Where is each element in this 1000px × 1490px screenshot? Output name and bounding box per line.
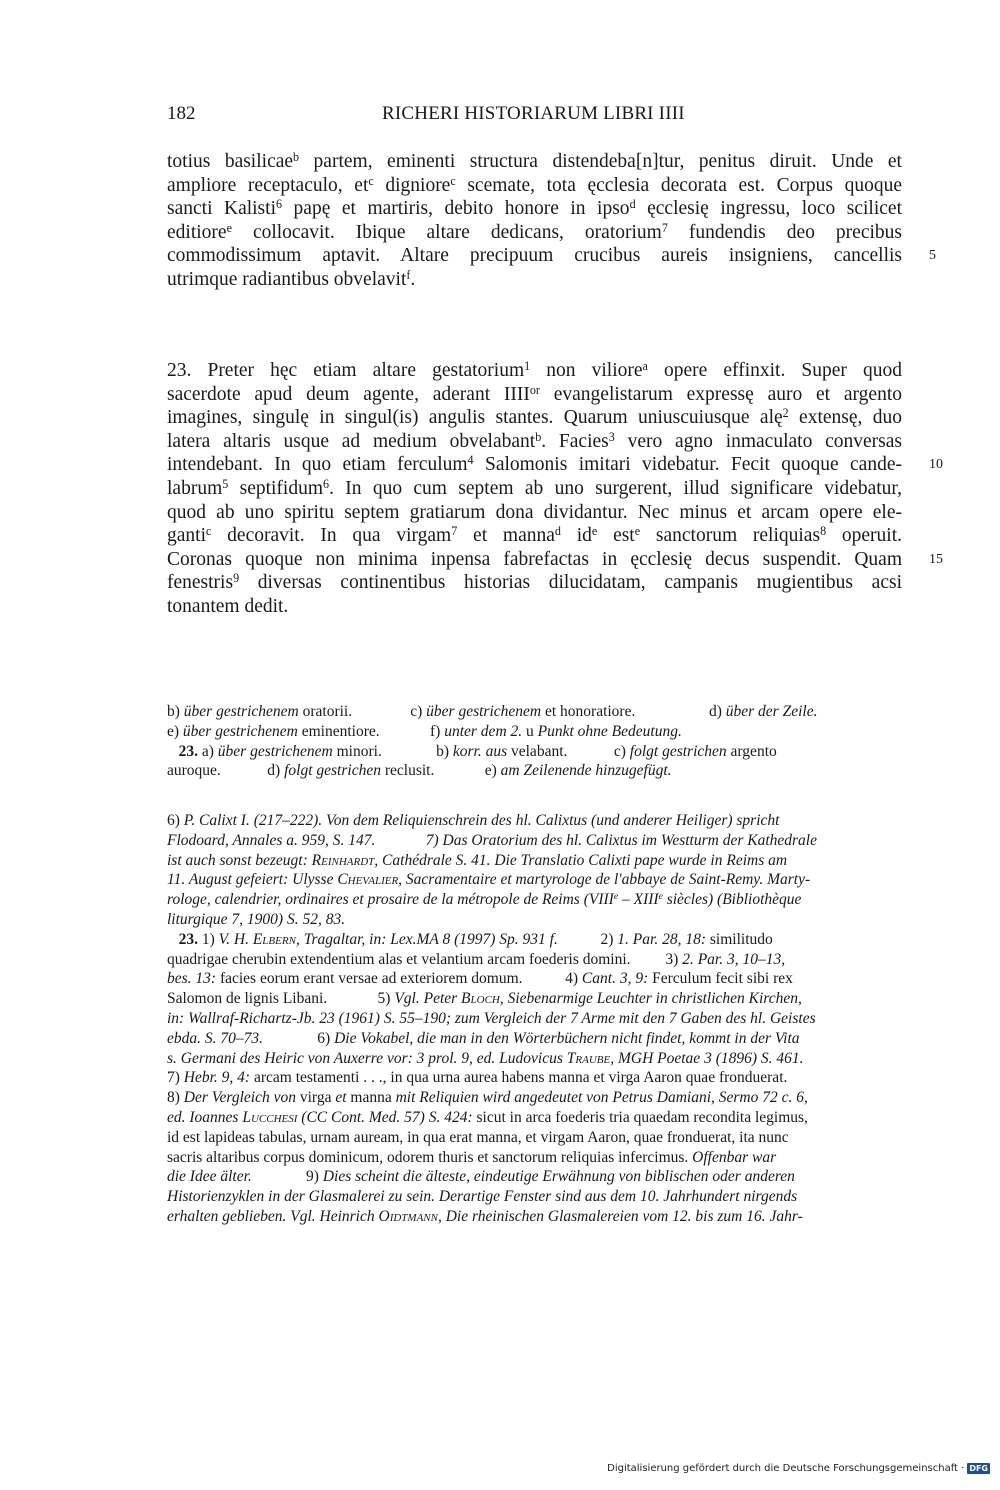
text-line: totius basilicae$^b$ partem, eminenti structura distendeba[n]tur, penitus diruit. Unde et [167, 149, 902, 172]
commentary-note-line: erhalten geblieben. Vgl. Heinrich Oidtmann, Die rheinischen Glasmalereien vom 12. bis zum 16. Jahr- [167, 1207, 803, 1225]
text-line: Coronas quoque non minima inpensa fabrefactas in ęcclesię decus suspendit. Quam 15 [167, 548, 943, 570]
commentary-note-line: ist auch sonst bezeugt: Reinhardt, Cathédrale S. 41. Die Translatio Calixti pape wurde in Reims am [167, 851, 788, 869]
text-line: tonantem dedit. [167, 595, 289, 617]
commentary-note-line: rologe, calendrier, ordinaires et prosaire de la métropole de Reims (VIIIe – XIIIe siècles) (Bibliothèque [167, 891, 802, 909]
page-number: 182 [167, 103, 196, 124]
dfg-footer [607, 1463, 990, 1474]
line-number: 10 [929, 457, 943, 473]
commentary-note-line: 6) P. Calixt I. (217–222). Von dem Reliquienschrein des hl. Calixtus (und anderer Heiliger) spricht [167, 812, 780, 829]
critical-note-line: b) über gestrichenem oratorii. c) über gestrichenem et honoratiore. d) über der Zeile. [167, 703, 818, 720]
commentary-note-line: Flodoard, Annales a. 959, S. 147. 7) Das Oratorium des hl. Calixtus im Westturm der Kathedrale [167, 831, 817, 849]
commentary-note-line: in: Wallraf-Richartz-Jb. 23 (1961) S. 55–190; zum Vergleich der 7 Arme mit den 7 Gaben des hl. Geistes [167, 1009, 816, 1027]
line-number: 15 [929, 551, 943, 567]
commentary-note-line: ebda. S. 70–73. 6) Die Vokabel, die man in den Wörterbüchern nicht findet, kommt in der Vita [167, 1029, 800, 1047]
commentary-note-line: s. Germani des Heiric von Auxerre vor: 3 prol. 9, ed. Ludovicus Traube, MGH Poetae 3 (1896) S. 461. [167, 1049, 804, 1067]
main-text-paragraph-1 [167, 149, 936, 292]
text-line: editiore$^e$ collocavit. Ibique altare dedicans, oratorium$^7$ fundendis deo precibus [167, 220, 902, 243]
running-title: RICHERI HISTORIARUM LIBRI IIII [382, 103, 685, 124]
text-line: labrum$^5$ septifidum$^6$. In quo cum septem ab uno surgerent, illud significare videbatur, [167, 476, 902, 499]
commentary-note-line: die Idee älter. 9) Dies scheint die älteste, eindeutige Erwähnung von biblischen oder anderen [167, 1168, 795, 1186]
text-line: utrimque radiantibus obvelavit$^f$. [167, 267, 416, 290]
text-line: quod ab uno spiritu septem gratiarum dona dividantur. Nec minus et arcam opere ele- [167, 501, 902, 523]
commentary-note-line: liturgique 7, 1900) S. 52, 83. [167, 910, 346, 928]
commentary-note-line: 7) Hebr. 9, 4: arcam testamenti . . ., in qua urna aurea habens manna et virga Aaron quae fronduerat. [167, 1069, 788, 1087]
text-line: ampliore receptaculo, $et^c$ digniore$^c$ scemate, tota ęcclesia decorata est. Corpus quoque [167, 173, 903, 196]
commentary-note-line: Salomon de lignis Libani. 5) Vgl. Peter Bloch, Siebenarmige Leuchter in christlichen Kirchen, [167, 990, 802, 1008]
commentary-note-line: quadrigae cherubin extendentium alas et velantium arcam foederis domini. 3) 2. Par. 3, 10–13, [167, 950, 786, 968]
text-line: imagines, singulę in singul(is) angulis stantes. Quarum uniuscuiusque alę$^2$ extensę, duo [167, 406, 902, 429]
critical-note-line: e) über gestrichenem eminentiore. f) unter dem 2. u Punkt ohne Bedeutung. [167, 722, 682, 740]
commentary-note-line: id est lapideas tabulas, urnam auream, in qua erat manna, et virgam Aaron, quae fronduerat, ita nunc [167, 1128, 789, 1146]
critical-note-line: 23. a) über gestrichenem minori. b) korr. aus velabant. c) folgt gestrichen argento [178, 742, 777, 760]
commentary-note-line: ed. Ioannes Lucchesi (CC Cont. Med. 57) S. 424: sicut in arca foederis tria quaedam recondita legimus, [167, 1108, 808, 1126]
text-line: sancti Kalisti$^6$ papę et martiris, debito honore in ipso$^d$ ęcclesię ingressu, loco scilicet [167, 197, 902, 220]
critical-apparatus [167, 702, 902, 781]
text-line: latera altaris usque ad medium obvelabant$^b$. Facies$^3$ vero agno inmaculato conversas [167, 429, 902, 452]
text-line: sacerdote apud deum agente, aderant $IIII^{or}$ evangelistarum expressę auro et argento [167, 382, 902, 405]
dfg-logo-icon: DFG [969, 1464, 988, 1473]
line-number: 5 [929, 248, 936, 264]
commentary-note-line: 11. August gefeiert: Ulysse Chevalier, Sacramentaire et martyrologe de l'abbaye de Saint-Remy. Marty- [167, 871, 811, 889]
commentary-footnotes [167, 811, 902, 1227]
critical-note-line: auroque. d) folgt gestrichen reclusit. e) am Zeilenende hinzugefügt. [167, 762, 672, 780]
commentary-note-line: bes. 13: facies eorum erant versae ad exteriorem domum. 4) Cant. 3, 9: Ferculum fecit sibi rex [167, 970, 793, 988]
dfg-credit-text: Digitalisierung gefördert durch die Deutsche Forschungsgemeinschaft · [607, 1463, 965, 1474]
commentary-note-line: 23. 1) V. H. Elbern, Tragaltar, in: Lex.MA 8 (1997) Sp. 931 f. 2) 1. Par. 28, 18: similitudo [178, 930, 773, 948]
commentary-note-line: sacris altaribus corpus dominicum, odorem thuris et sanctorum reliquias infercimus. Offenbar war [167, 1148, 777, 1166]
text-line: 23. Preter hęc etiam altare gestatorium$^1$ non viliore$^a$ opere effinxit. Super quod [167, 358, 902, 381]
main-text-paragraph-2 [167, 358, 943, 619]
commentary-note-line: Historienzyklen in der Glasmalerei zu sein. Derartige Fenster sind aus dem 10. Jahrhundert nirgends [167, 1188, 798, 1206]
page-header [167, 103, 902, 133]
text-line: commodissimum aptavit. Altare precipuum crucibus aureis insigniens, cancellis 5 [167, 245, 936, 267]
text-line: fenestris$^9$ diversas continentibus historias dilucidatam, campanis mugientibus acsi [167, 571, 902, 594]
text-line: intendebant. In quo etiam ferculum$^4$ Salomonis imitari videbatur. Fecit quoque cande- 10 [167, 453, 943, 476]
commentary-note-line: 8) Der Vergleich von virga et manna mit Reliquien wird angedeutet von Petrus Damiani, Sermo 72 c. 6, [167, 1089, 808, 1107]
text-line: ganti$^c$ decoravit. In qua virgam$^7$ et manna$^d$ $id^e$ est$^e$ sanctorum reliquias$^8$ operuit. [167, 524, 903, 547]
